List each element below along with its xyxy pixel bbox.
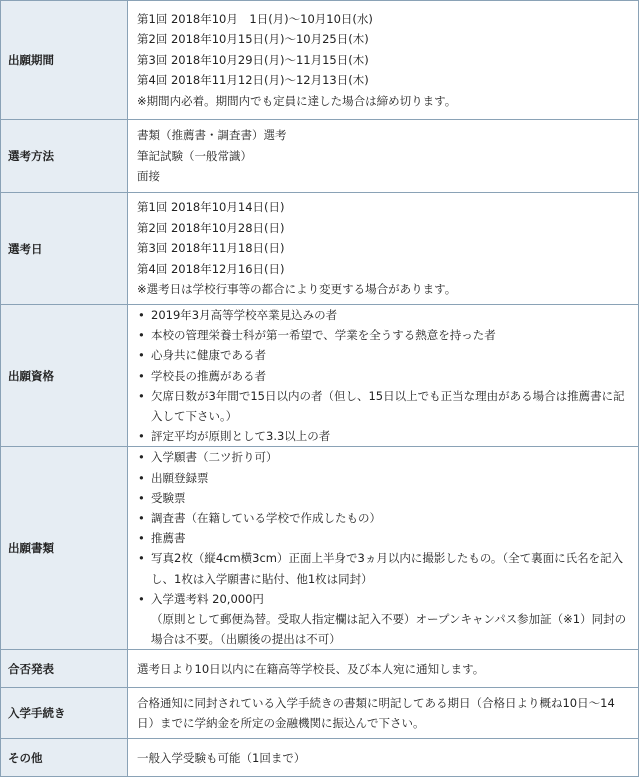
list-item: • 受験票 xyxy=(137,488,630,508)
bullet-icon: • xyxy=(138,348,145,363)
bullet-icon: • xyxy=(138,470,145,485)
bullet-list xyxy=(137,447,630,649)
list-item: • 2019年3月高等学校卒業見込みの者 xyxy=(137,305,630,325)
row-label: 出願期間 xyxy=(1,1,128,120)
text-line: 第4回 2018年12月16日(日) xyxy=(137,261,285,276)
list-item: • 入学選考料 20,000円 （原則として郵便為替。受取人指定欄は記入不要）オープンキャンパス参加証（※1）同封の場合は不要。（出願後の提出は不可） xyxy=(137,589,630,650)
bullet-icon: • xyxy=(138,328,145,343)
row-content xyxy=(128,1,639,120)
row-label: その他 xyxy=(1,739,128,777)
row-label: 合否発表 xyxy=(1,650,128,688)
text-line: 一般入学受験も可能（1回まで） xyxy=(137,750,306,765)
text-line: 書類（推薦書・調査書）選考 xyxy=(137,128,287,143)
row-content xyxy=(128,120,639,193)
table-row xyxy=(1,120,639,193)
text-line: 第1回 2018年10月14日(日) xyxy=(137,200,285,215)
row-label: 選考日 xyxy=(1,193,128,305)
text-line: 第1回 2018年10月 1日(月)〜10月10日(水) xyxy=(137,11,373,26)
row-content xyxy=(128,193,639,305)
bullet-icon: • xyxy=(138,511,145,526)
table-row xyxy=(1,688,639,739)
list-item: • 心身共に健康である者 xyxy=(137,345,630,365)
list-item: • 出願登録票 xyxy=(137,468,630,488)
list-item: • 欠席日数が3年間で15日以内の者（但し、15日以上でも正当な理由がある場合は推薦書に記入して下さい。） xyxy=(137,386,630,426)
text-line: 面接 xyxy=(137,169,160,184)
table-row xyxy=(1,447,639,650)
bullet-icon: • xyxy=(138,388,145,403)
bullet-icon: • xyxy=(138,591,145,606)
bullet-icon: • xyxy=(138,551,145,566)
bullet-list xyxy=(137,305,630,446)
list-item: • 推薦書 xyxy=(137,528,630,548)
table-row xyxy=(1,305,639,447)
row-content xyxy=(128,650,639,688)
row-label: 選考方法 xyxy=(1,120,128,193)
text-line: 第4回 2018年11月12日(月)〜12月13日(木) xyxy=(137,73,369,88)
text-line: 第2回 2018年10月15日(月)〜10月25日(木) xyxy=(137,32,369,47)
bullet-icon: • xyxy=(138,531,145,546)
bullet-icon: • xyxy=(138,308,145,322)
text-line: 第3回 2018年10月29日(月)〜11月15日(木) xyxy=(137,52,369,67)
list-item: • 本校の管理栄養士科が第一希望で、学業を全うする熱意を持った者 xyxy=(137,325,630,345)
text-line: 合格通知に同封されている入学手続きの書類に明記してある期日（合格日より概ね10日〜14日）までに学納金を所定の金融機関に振込んで下さい。 xyxy=(137,695,615,731)
bullet-icon: • xyxy=(138,429,145,444)
row-label: 入学手続き xyxy=(1,688,128,739)
bullet-icon: • xyxy=(138,368,145,383)
list-item: • 学校長の推薦がある者 xyxy=(137,366,630,386)
bullet-icon: • xyxy=(138,450,145,465)
list-item: • 評定平均が原則として3.3以上の者 xyxy=(137,426,630,446)
row-content xyxy=(128,447,639,650)
row-label: 出願書類 xyxy=(1,447,128,650)
text-line: 第2回 2018年10月28日(日) xyxy=(137,220,285,235)
row-label: 出願資格 xyxy=(1,305,128,447)
list-item: • 写真2枚（縦4cm横3cm）正面上半身で3ヵ月以内に撮影したもの。（全て裏面に氏名を記入し、1枚は入学願書に貼付、他1枚は同封） xyxy=(137,548,630,588)
row-content xyxy=(128,688,639,739)
list-item: • 入学願書（二ツ折り可） xyxy=(137,447,630,467)
table-row xyxy=(1,650,639,688)
note-line: ※選考日は学校行事等の都合により変更する場合があります。 xyxy=(137,282,457,297)
list-item: • 調査書（在籍している学校で作成したもの） xyxy=(137,508,630,528)
table-row xyxy=(1,193,639,305)
row-content xyxy=(128,739,639,777)
table-row xyxy=(1,1,639,120)
note-line: ※期間内必着。期間内でも定員に達した場合は締め切ります。 xyxy=(137,93,457,108)
row-content xyxy=(128,305,639,447)
text-line: 第3回 2018年11月18日(日) xyxy=(137,241,285,256)
table-row xyxy=(1,739,639,777)
text-line: 選考日より10日以内に在籍高等学校長、及び本人宛に通知します。 xyxy=(137,661,485,676)
bullet-icon: • xyxy=(138,490,145,505)
text-line: 筆記試験（一般常識） xyxy=(137,148,252,163)
